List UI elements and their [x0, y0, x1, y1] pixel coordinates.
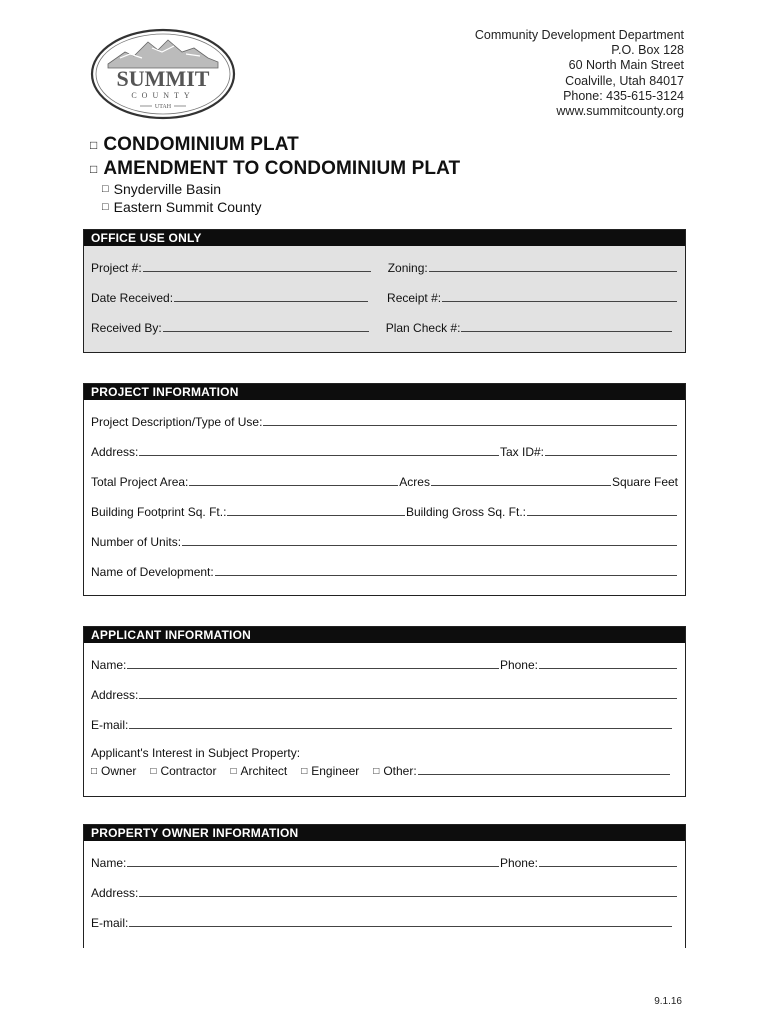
project-address-label: Address:	[91, 445, 139, 459]
development-field[interactable]	[215, 575, 677, 576]
engineer-label: Engineer	[311, 764, 360, 778]
tax-id-label: Tax ID#:	[499, 445, 544, 459]
other-label: Other:	[383, 764, 417, 778]
summit-county-logo	[90, 28, 236, 120]
applicant-row-name	[91, 658, 678, 672]
project-row-address	[91, 445, 678, 459]
applicant-address-field[interactable]	[139, 698, 677, 699]
received-by-label: Received By:	[91, 321, 162, 335]
received-by-field[interactable]	[163, 331, 369, 332]
engineer-option[interactable]	[301, 764, 359, 778]
other-option[interactable]	[373, 764, 416, 778]
other-field[interactable]	[418, 774, 670, 775]
applicant-address-label: Address:	[91, 688, 139, 702]
project-row-area	[91, 475, 678, 489]
receipt-number-label: Receipt #:	[387, 291, 442, 305]
total-area-field[interactable]	[189, 485, 398, 486]
gross-label: Building Gross Sq. Ft.:	[405, 505, 526, 519]
project-number-field[interactable]	[143, 271, 371, 272]
snyderville-basin-label: Snyderville Basin	[113, 181, 222, 197]
checkbox-icon[interactable]: □	[102, 201, 109, 213]
office-use-section	[83, 229, 686, 353]
amendment-title: AMENDMENT TO CONDOMINIUM PLAT	[103, 158, 461, 179]
receipt-number-field[interactable]	[442, 301, 677, 302]
owner-row-name	[91, 856, 678, 870]
development-label: Name of Development:	[91, 565, 214, 579]
phone-number: Phone: 435-615-3124	[563, 88, 684, 103]
applicant-row-options	[91, 764, 678, 778]
amendment-option[interactable]	[90, 158, 460, 180]
owner-row-email	[91, 916, 678, 930]
project-address-field[interactable]	[139, 455, 499, 456]
snyderville-basin-option[interactable]	[102, 181, 221, 197]
svg-text:SUMMIT: SUMMIT	[116, 66, 210, 91]
owner-row-address	[91, 886, 678, 900]
contractor-label: Contractor	[160, 764, 217, 778]
project-information-section	[83, 383, 686, 596]
contact-block	[475, 28, 684, 119]
checkbox-icon[interactable]: □	[91, 765, 98, 777]
form-version: 9.1.16	[654, 996, 682, 1007]
office-row-2	[91, 291, 678, 305]
applicant-information-heading: APPLICANT INFORMATION	[84, 627, 685, 643]
office-row-1	[91, 261, 678, 275]
checkbox-icon[interactable]: □	[102, 183, 109, 195]
checkbox-icon[interactable]: □	[301, 765, 308, 777]
applicant-phone-field[interactable]	[539, 668, 677, 669]
units-field[interactable]	[182, 545, 677, 546]
plan-check-field[interactable]	[461, 331, 672, 332]
date-received-label: Date Received:	[91, 291, 174, 305]
zoning-field[interactable]	[429, 271, 677, 272]
tax-id-field[interactable]	[545, 455, 677, 456]
gross-field[interactable]	[527, 515, 677, 516]
square-feet-label: Square Feet	[611, 475, 678, 489]
acres-label: Acres	[399, 475, 430, 489]
applicant-name-field[interactable]	[127, 668, 499, 669]
plan-check-label: Plan Check #:	[385, 321, 461, 335]
project-row-building	[91, 505, 678, 519]
checkbox-icon[interactable]: □	[90, 138, 98, 152]
owner-address-label: Address:	[91, 886, 139, 900]
logo-emblem	[90, 28, 236, 120]
total-area-label: Total Project Area:	[91, 475, 189, 489]
project-row-description	[91, 415, 678, 429]
checkbox-icon[interactable]: □	[90, 162, 98, 176]
applicant-phone-label: Phone:	[499, 658, 538, 672]
office-row-3	[91, 321, 678, 335]
owner-address-field[interactable]	[139, 896, 677, 897]
owner-name-label: Name:	[91, 856, 127, 870]
eastern-summit-label: Eastern Summit County	[113, 199, 262, 215]
description-label: Project Description/Type of Use:	[91, 415, 263, 429]
applicant-email-label: E-mail:	[91, 718, 129, 732]
applicant-name-label: Name:	[91, 658, 127, 672]
units-label: Number of Units:	[91, 535, 182, 549]
property-owner-heading: PROPERTY OWNER INFORMATION	[84, 825, 685, 841]
svg-text:UTAH: UTAH	[154, 104, 172, 110]
architect-option[interactable]	[230, 764, 287, 778]
owner-email-field[interactable]	[129, 926, 672, 927]
owner-email-label: E-mail:	[91, 916, 129, 930]
eastern-summit-option[interactable]	[102, 199, 262, 215]
applicant-information-section	[83, 626, 686, 797]
owner-name-field[interactable]	[127, 866, 499, 867]
project-row-units	[91, 535, 678, 549]
condominium-plat-title: CONDOMINIUM PLAT	[103, 134, 299, 155]
owner-phone-field[interactable]	[539, 866, 677, 867]
applicant-email-field[interactable]	[129, 728, 672, 729]
zoning-label: Zoning:	[387, 261, 428, 275]
svg-text:COUNTY: COUNTY	[131, 91, 195, 100]
project-information-heading: PROJECT INFORMATION	[84, 384, 685, 400]
square-feet-field[interactable]	[431, 485, 611, 486]
owner-label: Owner	[101, 764, 137, 778]
architect-label: Architect	[240, 764, 288, 778]
website-link[interactable]: www.summitcounty.org	[556, 104, 684, 119]
footprint-label: Building Footprint Sq. Ft.:	[91, 505, 227, 519]
checkbox-icon[interactable]: □	[230, 765, 237, 777]
project-row-development	[91, 565, 678, 579]
applicant-row-interest	[91, 746, 678, 760]
contractor-option[interactable]	[150, 764, 216, 778]
footprint-field[interactable]	[227, 515, 405, 516]
owner-phone-label: Phone:	[499, 856, 538, 870]
description-field[interactable]	[263, 425, 677, 426]
department-name: Community Development Department	[474, 28, 684, 42]
checkbox-icon[interactable]: □	[150, 765, 157, 777]
city-state-zip: Coalville, Utah 84017	[565, 73, 684, 88]
owner-option[interactable]	[91, 764, 136, 778]
checkbox-icon[interactable]: □	[373, 765, 380, 777]
po-box: P.O. Box 128	[611, 43, 684, 58]
project-number-label: Project #:	[91, 261, 142, 275]
date-received-field[interactable]	[174, 301, 368, 302]
condominium-plat-option[interactable]	[90, 134, 299, 156]
interest-label: Applicant's Interest in Subject Property:	[91, 746, 301, 760]
applicant-row-address	[91, 688, 678, 702]
applicant-row-email	[91, 718, 678, 732]
property-owner-section	[83, 824, 686, 948]
street-address: 60 North Main Street	[568, 58, 684, 73]
office-use-heading: OFFICE USE ONLY	[84, 230, 685, 246]
